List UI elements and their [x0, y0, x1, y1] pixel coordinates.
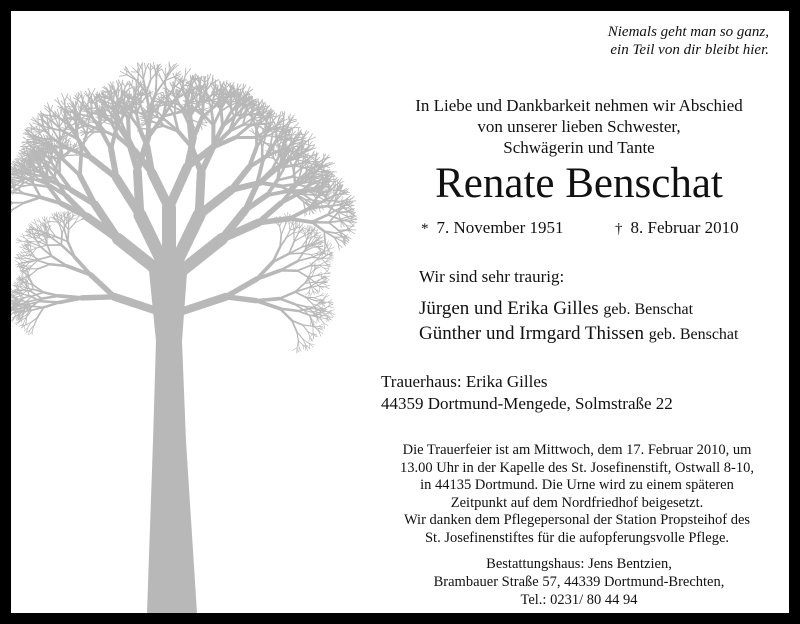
farewell-intro: [379, 95, 779, 158]
birth-date: 7. November 1951: [436, 218, 564, 237]
motto-line: ein Teil von dir bleibt hier.: [610, 42, 769, 58]
intro-line: Schwägerin und Tante: [503, 138, 655, 157]
service-line: Die Trauerfeier ist am Mittwoch, dem 17. Februar 2010, um: [402, 442, 752, 458]
service-info: [367, 442, 787, 548]
mourning-house: [381, 371, 673, 415]
intro-line: In Liebe und Dankbarkeit nehmen wir Abschied: [415, 96, 743, 115]
birth-date-group: [421, 217, 564, 240]
death-cross-icon: †: [615, 221, 623, 237]
mourning-house-line: Trauerhaus: Erika Gilles: [381, 372, 548, 391]
undertaker-line: Brambauer Straße 57, 44339 Dortmund-Brechten,: [433, 574, 725, 590]
birth-star-icon: *: [421, 221, 429, 237]
service-line: Zeitpunkt auf dem Nordfriedhof beigesetzt.: [450, 494, 704, 511]
death-date: 8. Februar 2010: [630, 218, 739, 237]
family-note: geb. Benschat: [648, 326, 739, 343]
service-line: 13.00 Uhr in der Kapelle des St. Josefinenstift, Ostwall 8-10,: [400, 459, 754, 476]
motto-quote: [608, 23, 769, 59]
death-date-group: [615, 217, 739, 240]
family-names: Günther und Irmgard Thissen: [419, 323, 644, 344]
service-line: St. Josefinenstiftes für die aufopferungsvolle Pflege.: [424, 529, 730, 546]
service-line: Wir danken dem Pflegepersonal der Station Propsteihof des: [403, 512, 751, 529]
family-names: Jürgen und Erika Gilles: [419, 298, 599, 319]
family-entry: [419, 297, 738, 322]
intro-line: von unserer lieben Schwester,: [477, 117, 681, 136]
family-list: [419, 297, 738, 347]
family-note: geb. Benschat: [603, 301, 694, 318]
undertaker-line: Tel.: 0231/ 80 44 94: [520, 592, 638, 608]
family-entry: [419, 322, 738, 347]
undertaker-line: Bestattungshaus: Jens Bentzien,: [486, 556, 672, 572]
undertaker-info: [379, 555, 779, 609]
obituary-card: [11, 11, 789, 613]
service-line: in 44135 Dortmund. Die Urne wird zu einem späteren: [420, 477, 734, 494]
motto-line: Niemals geht man so ganz,: [607, 24, 769, 40]
mourners-intro: Wir sind sehr traurig:: [419, 267, 565, 286]
mourning-house-line: 44359 Dortmund-Mengede, Solmstraße 22: [381, 394, 673, 413]
deceased-name: Renate Benschat: [435, 160, 723, 207]
